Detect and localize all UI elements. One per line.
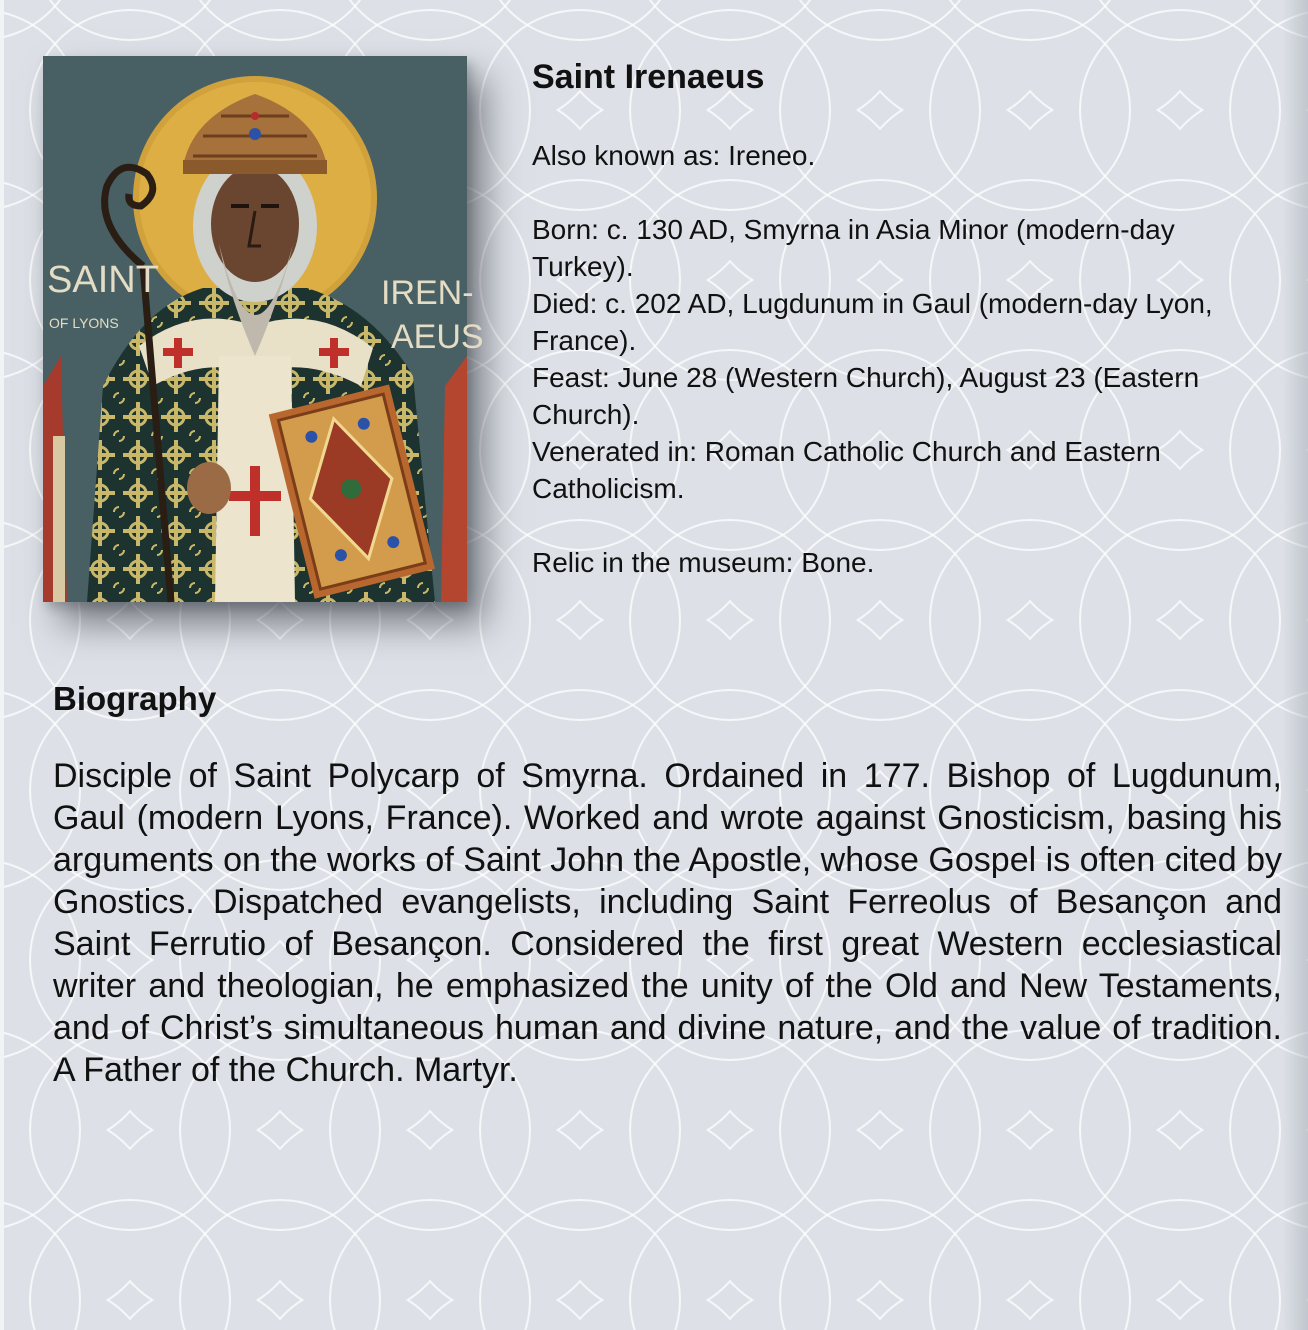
also-known-as: Also known as: Ireneo. <box>532 140 816 171</box>
born-info: Born: c. 130 AD, Smyrna in Asia Minor (modern-day Turkey). <box>532 214 1175 282</box>
biography-text: Disciple of Saint Polycarp of Smyrna. Ordained in 177. Bishop of Lugdunum, Gaul (modern Lyons, France). Worked and wrote against Gnosticism, basing his arguments on the works of Saint John the Apostle, whose Gospel is often cited by Gnostics. Dispatched evangelists, including Saint Ferreolus of Besançon and Saint Ferrutio of Besançon. Considered the first great Western ecclesiastical writer and theologian, he emphasized the unity of the Old and New Testaments, and of Christ’s simultaneous human and divine nature, and the value of tradition. A Father of the Church. Martyr. <box>53 757 1282 1089</box>
left-inscription-2: OF LYONS <box>49 315 119 331</box>
right-inscription-2: AEUS <box>391 318 484 356</box>
died-info: Died: c. 202 AD, Lugdunum in Gaul (modern-day Lyon, France). <box>532 288 1213 356</box>
right-edge-shade <box>1282 0 1308 1330</box>
right-inscription-1: IREN- <box>381 274 474 312</box>
feast-info: Feast: June 28 (Western Church), August 23 (Eastern Church). <box>532 362 1200 430</box>
biography-title: Biography <box>53 680 217 717</box>
left-inscription-1: SAINT <box>47 259 159 301</box>
venerated-info: Venerated in: Roman Catholic Church and Eastern Catholicism. <box>532 436 1161 504</box>
saint-info-panel <box>532 57 1262 581</box>
relic-info: Relic in the museum: Bone. <box>532 547 875 578</box>
saint-name: Saint Irenaeus <box>532 58 765 96</box>
left-edge <box>0 0 4 1330</box>
saint-icon-image <box>43 56 484 602</box>
